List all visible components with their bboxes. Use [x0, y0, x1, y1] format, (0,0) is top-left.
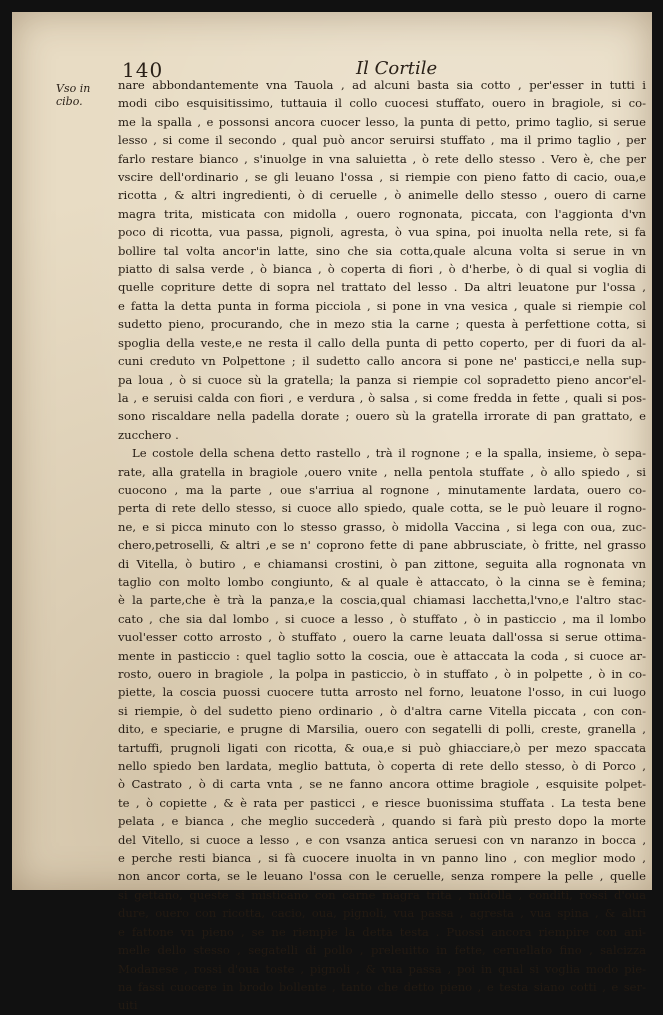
text-line: cato , che sia dal lombo , si cuoce a lesso , ò stuffato , ò in pasticcio , ma il lombo — [118, 611, 646, 626]
text-line: bollire tal volta ancor'in latte, sino che sia cotta,quale alcuna volta si serue in vn — [118, 243, 646, 258]
margin-note — [56, 82, 104, 108]
text-line: sono riscaldare nella padella dorate ; ouero sù la gratella irrorate di pan grattato, e — [118, 409, 646, 424]
text-line: taglio con molto lombo congiunto, & al quale è attaccato, ò la cinna se è femina; — [118, 574, 646, 589]
text-line: Le costole della schena detto rastello , trà il rognone ; e la spalla, insieme, ò sepa- — [132, 446, 646, 461]
text-line: cuni creduto vn Polpettone ; il sudetto callo ancora si pone ne' pasticci,e nella sup- — [118, 354, 646, 369]
text-line: na fassi cuocere in brodo bollente , tanto che detto pieno , e testa siano cotti , e ser- — [118, 979, 646, 994]
text-line: è la parte,che è trà la panza,e la coscia,qual chiamasi lacchetta,l'vno,e l'altro stac- — [118, 593, 646, 608]
text-line: magra trita, misticata con midolla , ouero rognonata, piccata, con l'aggionta d'vn — [118, 206, 646, 221]
text-line: uiti — [118, 998, 138, 1013]
text-line: si gettano, queste si misticano con carne magra trita , midolla , conditi, rossi d'oua — [118, 887, 646, 902]
text-line: rosto, ouero in bragiole , la polpa in pasticcio, ò in stuffato , ò in polpette , ò in co- — [118, 667, 646, 681]
text-line: del Vitello, si cuoce a lesso , e con vsanza antica seruesi con vn naranzo in bocca , — [118, 832, 646, 847]
margin-note-line: Vso in — [56, 82, 91, 95]
text-line: nello spiedo ben lardata, meglio battuta, ò coperta di rete dello stesso, ò di Porco , — [118, 759, 646, 774]
text-line: me la spalla , e possonsi ancora cuocer lesso, la punta di petto, primo taglio, si serue — [118, 114, 646, 129]
text-line: vuol'esser cotto arrosto , ò stuffato , ouero la carne leuata dall'ossa si serue ottima- — [118, 630, 646, 645]
text-line: e fatta la detta punta in forma picciola , si pone in vna vesica , quale si riempie col — [118, 298, 646, 313]
body-text — [118, 76, 646, 1015]
margin-note-line: cibo. — [56, 95, 83, 108]
text-line: ò Castrato , ò di carta vnta , se ne fanno ancora ottime bragiole , esquisite polpet- — [118, 777, 646, 792]
text-line: dito, e speciarie, e prugne di Marsilia, ouero con segatelli di polli, creste, granella , — [118, 722, 646, 737]
text-line: melle dello stesso , segatelli di pollo , preleuitto in fette, ceruellato fino , salcizza — [118, 943, 646, 958]
text-line: perta di rete dello stesso, si cuoce allo spiedo, quale cotta, se le può leuare il rogno- — [118, 501, 646, 516]
text-line: cuocono , ma la parte , oue s'arriua al rognone , minutamente lardata, ouero co- — [118, 482, 646, 497]
text-line: piette, la coscia puossi cuocere tutta arrosto nel forno, leuatone l'osso, in cui luogo — [118, 685, 646, 700]
text-line: e perche resti bianca , si fà cuocere inuolta in vn panno lino , con meglior modo , — [118, 851, 646, 866]
text-line: spoglia della veste,e ne resta il callo della punta di petto coperto, per di fuori da al- — [118, 335, 646, 350]
text-line: sudetto pieno, procurando, che in mezo stia la carne ; questa à perfettione cotta, si — [118, 317, 646, 332]
text-line: chero,petroselli, & altri ,e se n' coprono fette di pane abbrusciate, ò fritte, nel grasso — [118, 538, 646, 553]
text-line: quelle copriture dette di sopra nel trattato del lesso . Da altri leuatone pur l'ossa , — [118, 280, 646, 295]
text-line: ricotta , & altri ingredienti, ò di ceruelle , ò animelle dello stesso , ouero di carne — [118, 188, 646, 203]
text-line: te , ò copiette , & è rata per pasticci , e riesce buonissima stuffata . La testa bene — [118, 795, 646, 810]
running-title: Il Cortile — [356, 58, 438, 79]
text-line: pa loua , ò si cuoce sù la gratella; la panza si riempie col sopradetto pieno ancor'el- — [118, 372, 646, 387]
text-line: mente in pasticcio : quel taglio sotto la coscia, oue è attaccata la coda , si cuoce ar- — [118, 648, 646, 663]
text-line: Modanese , rossi d'oua toste , pignoli , & vua passa , poi in qual si voglia modo pie- — [118, 961, 646, 976]
text-line: tartuffi, prugnoli ligati con ricotta, & oua,e si può ghiacciare,ò per mezo spaccata — [118, 740, 646, 755]
text-line: pelata , e bianca , che meglio succederà , quando si farà più presto dopo la morte — [118, 814, 646, 829]
text-line: di Vitella, ò butiro , e chiamansi crostini, ò pan zittone, seguita alla rognonata vn — [118, 556, 646, 571]
text-line: e fattone vn pieno , se ne riempie la detta testa . Puossi ancora riempire con ani- — [118, 924, 646, 939]
text-line: modi cibo esquisitissimo, tuttauia il collo cuocesi stuffato, ouero in bragiole, si co- — [118, 96, 646, 111]
text-line: non ancor corta, se le leuano l'ossa con le ceruelle, senza rompere la pelle , quelle — [118, 869, 646, 884]
text-line: poco di ricotta, vua passa, pignoli, agresta, ò vua spina, poi inuolta nella rete, si fa — [118, 225, 646, 240]
text-line: lesso , si come il secondo , qual può ancor seruirsi stuffato , ma il primo taglio , per — [118, 133, 646, 148]
text-line: la , e seruisi calda con fiori , e verdura , ò salsa , si come fredda in fette , quali si pos- — [118, 390, 646, 405]
text-line: rate, alla gratella in bragiole ,ouero vnite , nella pentola stuffate , ò allo spiedo , si — [118, 464, 646, 479]
text-line: piatto di salsa verde , ò bianca , ò coperta di fiori , ò d'herbe, ò di qual si voglia di — [118, 262, 646, 277]
text-line: dure, ouero con ricotta, cacio, oua, pignoli, vua passa , agresta , vua spina , & altri — [118, 906, 646, 921]
text-line: zucchero . — [118, 427, 179, 442]
text-line: nare abbondantemente vna Tauola , ad alcuni basta sia cotto , per'esser in tutti i — [118, 78, 646, 92]
text-line: farlo restare bianco , s'inuolge in vna saluietta , ò rete dello stesso . Vero è, che per — [118, 151, 646, 166]
text-line: vscire dell'ordinario , se gli leuano l'ossa , si riempie con pieno fatto di cacio, oua,e — [118, 170, 646, 185]
page-number: 140 — [122, 58, 164, 82]
text-line: si riempie, ò del sudetto pieno ordinario , ò d'altra carne Vitella piccata , con con- — [118, 703, 646, 718]
book-page — [12, 12, 652, 1013]
text-line: ne, e si picca minuto con lo stesso grasso, ò midolla Vaccina , si lega con oua, zuc- — [118, 519, 646, 534]
